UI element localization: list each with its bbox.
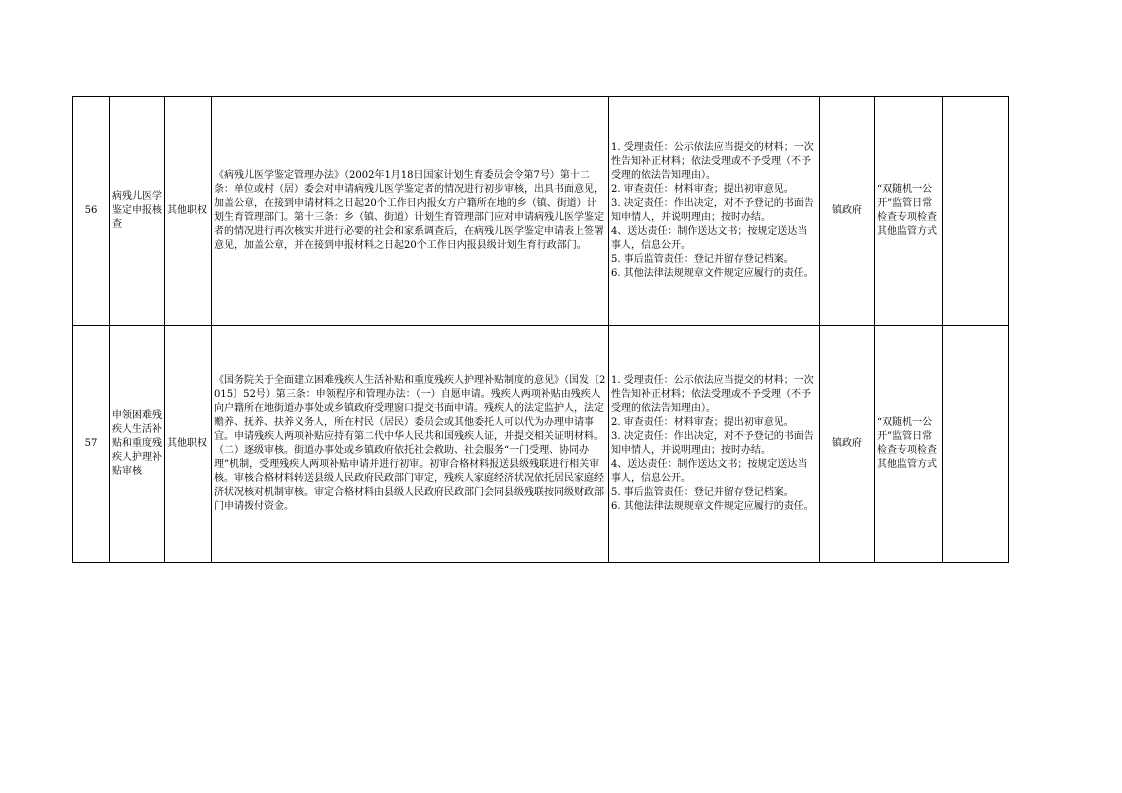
row-number: 56: [73, 97, 110, 326]
responsibility-item: 2. 审查责任：材料审查；提出初审意见。: [611, 417, 794, 428]
table-row: [73, 326, 1009, 563]
responsibility-list: [609, 326, 820, 563]
responsibility-item: 3. 决定责任：作出决定，对不予登记的书面告知申情人，并说明理由；按时办结。: [611, 198, 814, 223]
responsibility-item: 1. 受理责任：公示依法应当提交的材料；一次性告知补正材料；依法受理或不予受理（不予受理的依法告知理由）。: [611, 375, 814, 414]
responsibility-item: 3. 决定责任：作出决定，对不予登记的书面告知申情人，并说明理由；按时办结。: [611, 431, 814, 456]
responsibility-item: 4、送达责任：制作送达文书；按规定送达当事人，信息公开。: [611, 459, 808, 484]
responsibility-item: 5. 事后监管责任：登记并留存登记档案。: [611, 487, 794, 498]
table-row: [73, 97, 1009, 326]
responsibility-list: [609, 97, 820, 326]
responsibility-item: 4、送达责任：制作送达文书；按规定送达当事人，信息公开。: [611, 226, 808, 251]
responsibility-item: 6. 其他法律法规规章文件规定应履行的责任。: [611, 501, 814, 512]
responsibility-item: 1. 受理责任：公示依法应当提交的材料；一次性告知补正材料；依法受理或不予受理（不予受理的依法告知理由）。: [611, 142, 814, 181]
responsible-department: 镇政府: [820, 97, 875, 326]
responsible-department: 镇政府: [820, 326, 875, 563]
remark-cell: [943, 326, 1009, 563]
item-name: 申领困难残疾人生活补贴和重度残疾人护理补贴审核: [110, 326, 165, 563]
power-type: 其他职权: [165, 326, 212, 563]
power-type: 其他职权: [165, 97, 212, 326]
remark-cell: [943, 97, 1009, 326]
supervision-method: “双随机一公开”监管日常检查专项检查其他监管方式: [875, 326, 943, 563]
supervision-method: “双随机一公开”监管日常检查专项检查其他监管方式: [875, 97, 943, 326]
responsibility-item: 5. 事后监管责任：登记并留存登记档案。: [611, 254, 794, 265]
row-number: 57: [73, 326, 110, 563]
item-name: 病残儿医学鉴定申报核查: [110, 97, 165, 326]
legal-basis: 《国务院关于全面建立困难残疾人生活补贴和重度残疾人护理补贴制度的意见》（国发〔2015〕52号）第三条：申领程序和管理办法：（一）自愿申请。残疾人两项补贴由残疾人向户籍所在地街道办事处或乡镇政府受理窗口提交书面申请。残疾人的法定监护人，法定赡养、抚养、扶养义务人，所在村民（居民）委员会或其他委托人可以代为办理申请事宜。申请残疾人两项补贴应持有第二代中华人民共和国残疾人证，并提交相关证明材料。（二）逐级审核。街道办事处或乡镇政府依托社会救助、社会服务“一门受理、协同办理”机制，受理残疾人两项补贴申请并进行初审。初审合格材料报送县级残联进行相关审核。审核合格材料转送县级人民政府民政部门审定，残疾人家庭经济状况依托居民家庭经济状况核对机制审核。审定合格材料由县级人民政府民政部门会同县级残联按同级财政部门申请拨付资金。: [212, 326, 609, 563]
power-list-table: [72, 96, 1009, 563]
responsibility-item: 6. 其他法律法规规章文件规定应履行的责任。: [611, 268, 814, 279]
legal-basis: 《病残儿医学鉴定管理办法》（2002年1月18日国家计划生育委员会令第7号）第十二条：单位或村（居）委会对申请病残儿医学鉴定者的情况进行初步审核，出具书面意见，加盖公章，在接到申请材料之日起20个工作日内报女方户籍所在地的乡（镇、街道）计划生育管理部门。第十三条：乡（镇、街道）计划生育管理部门应对申请病残儿医学鉴定者的情况进行再次核实并进行必要的社会和家系调查后，在病残儿医学鉴定申请表上签署意见，加盖公章，并在接到申报材料之日起20个工作日内报县级计划生育行政部门。: [212, 97, 609, 326]
responsibility-item: 2. 审查责任：材料审查；提出初审意见。: [611, 184, 794, 195]
